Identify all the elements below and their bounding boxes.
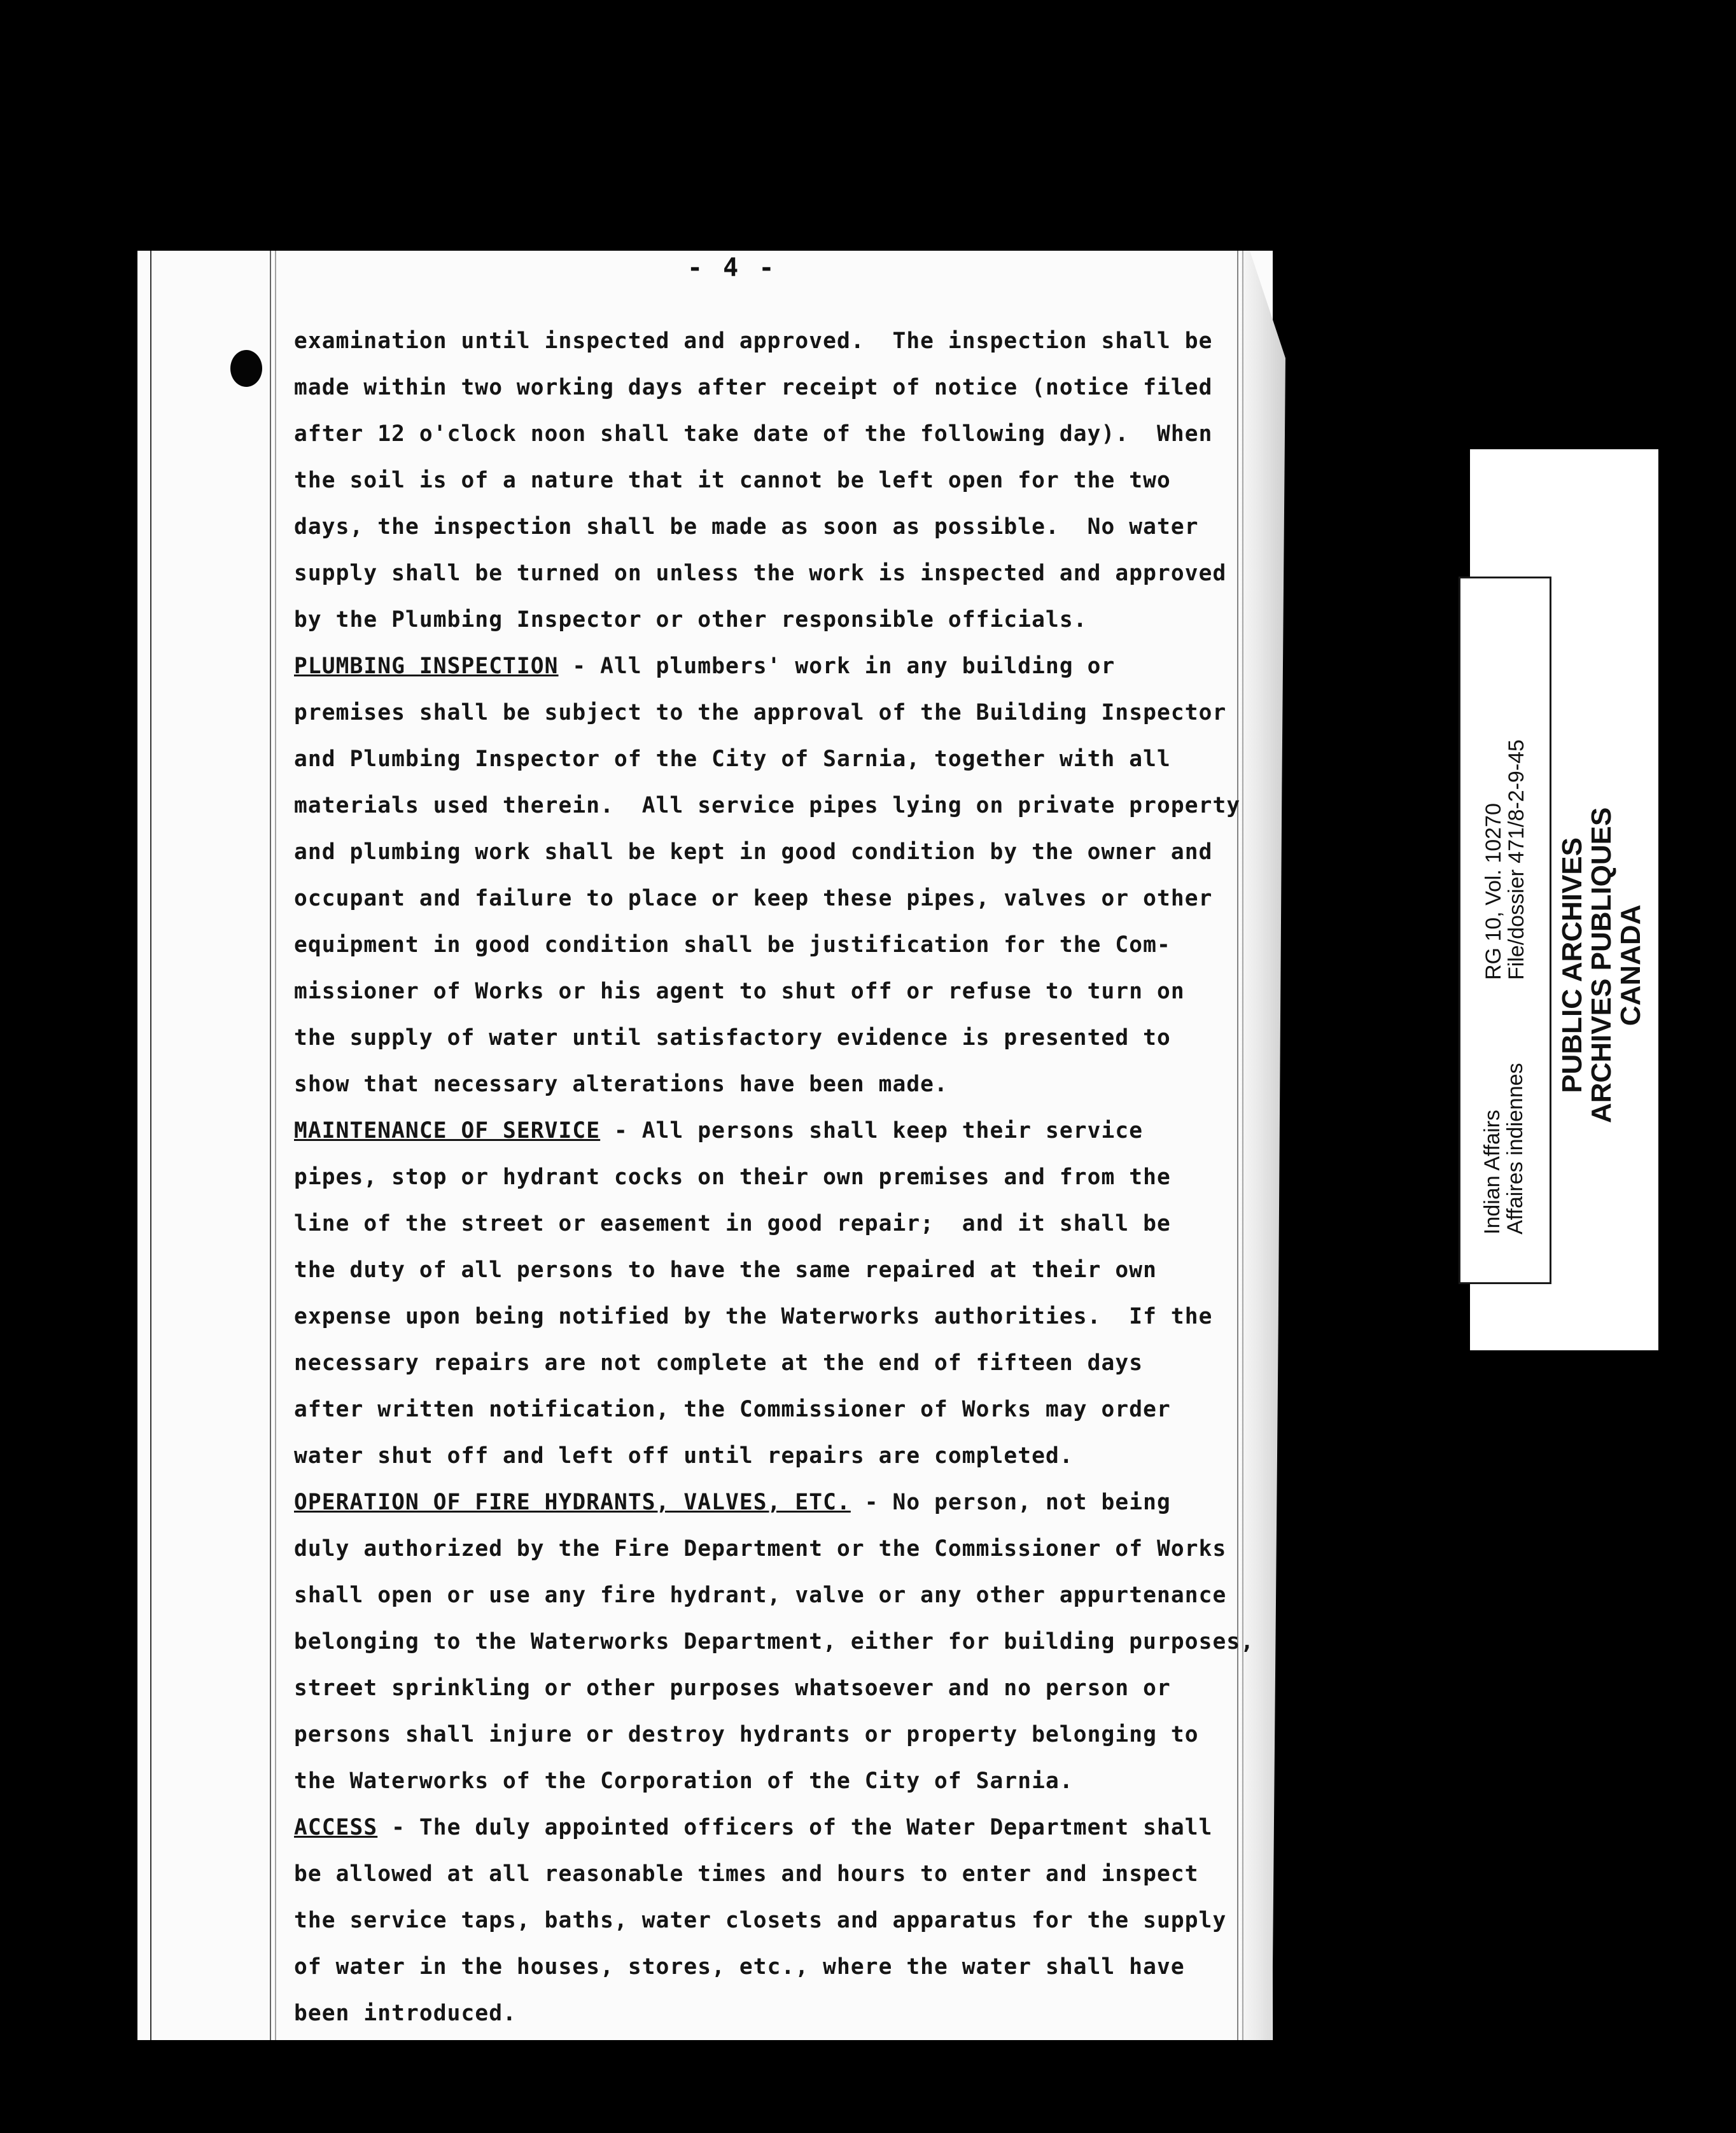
text-line — [294, 1154, 1274, 1201]
text-line — [294, 1526, 1274, 1572]
line-text: materials used therein. All service pipes lying on private property — [294, 793, 1241, 818]
line-text: after 12 o'clock noon shall take date of the following day). When — [294, 421, 1213, 447]
text-line — [294, 829, 1274, 876]
line-text: by the Plumbing Inspector or other responsible officials. — [294, 607, 1088, 633]
text-line — [294, 783, 1274, 829]
reference-file: File/dossier 471/8-2-9-45 — [1504, 739, 1529, 980]
text-line — [294, 318, 1274, 365]
department-en: Indian Affairs — [1480, 1110, 1504, 1234]
text-line — [294, 1805, 1274, 1851]
text-line — [294, 1340, 1274, 1387]
line-text: and plumbing work shall be kept in good condition by the owner and — [294, 839, 1213, 865]
text-line — [294, 1619, 1274, 1665]
archive-country: CANADA — [1615, 904, 1647, 1026]
text-line — [294, 690, 1274, 736]
text-line — [294, 1108, 1274, 1154]
text-line — [294, 876, 1274, 922]
text-line — [294, 1247, 1274, 1294]
archive-label-department — [1481, 1063, 1527, 1234]
text-line — [294, 411, 1274, 458]
margin-rule — [270, 251, 271, 2040]
text-line — [294, 1015, 1274, 1061]
punch-hole — [230, 350, 262, 387]
text-line — [294, 643, 1274, 690]
line-text: premises shall be subject to the approval of the Building Inspector — [294, 700, 1227, 725]
line-text: line of the street or easement in good repair; and it shall be — [294, 1211, 1171, 1236]
line-text: belonging to the Waterworks Department, either for building purposes, — [294, 1629, 1255, 1654]
text-line — [294, 1201, 1274, 1247]
line-text: equipment in good condition shall be justification for the Com- — [294, 932, 1171, 958]
text-line — [294, 1990, 1274, 2037]
archive-name-en: PUBLIC ARCHIVES — [1557, 837, 1588, 1093]
page-number: - 4 - — [687, 253, 777, 283]
line-text: persons shall injure or destroy hydrants or property belonging to — [294, 1722, 1199, 1747]
section-heading: MAINTENANCE OF SERVICE — [294, 1118, 601, 1143]
text-line — [294, 504, 1274, 550]
text-line — [294, 736, 1274, 783]
line-text: - No person, not being — [850, 1490, 1171, 1515]
text-line — [294, 365, 1274, 411]
line-text: - The duly appointed officers of the Water Department shall — [377, 1815, 1213, 1840]
line-text: the soil is of a nature that it cannot be left open for the two — [294, 468, 1171, 493]
line-text: of water in the houses, stores, etc., where the water shall have — [294, 1954, 1185, 1980]
line-text: after written notification, the Commissioner of Works may order — [294, 1397, 1171, 1422]
section-heading: OPERATION OF FIRE HYDRANTS, VALVES, ETC. — [294, 1490, 851, 1515]
text-line — [294, 1061, 1274, 1108]
archive-label-reference — [1483, 739, 1528, 980]
line-text: - All persons shall keep their service — [600, 1118, 1144, 1143]
line-text: necessary repairs are not complete at the end of fifteen days — [294, 1350, 1144, 1376]
line-text: supply shall be turned on unless the work is inspected and approved — [294, 561, 1227, 586]
line-text: days, the inspection shall be made as soon as possible. No water — [294, 514, 1199, 540]
line-text: duly authorized by the Fire Department or the Commissioner of Works — [294, 1536, 1227, 1562]
line-text: expense upon being notified by the Waterworks authorities. If the — [294, 1304, 1213, 1329]
text-line — [294, 1851, 1274, 1898]
line-text: missioner of Works or his agent to shut off or refuse to turn on — [294, 979, 1185, 1004]
line-text: the service taps, baths, water closets and apparatus for the supply — [294, 1908, 1227, 1933]
text-line — [294, 1387, 1274, 1433]
margin-rule — [275, 251, 276, 2040]
text-line — [294, 458, 1274, 504]
text-line — [294, 597, 1274, 643]
text-line — [294, 1294, 1274, 1340]
line-text: pipes, stop or hydrant cocks on their own premises and from the — [294, 1164, 1171, 1190]
text-line — [294, 1665, 1274, 1712]
text-line — [294, 922, 1274, 969]
text-line — [294, 550, 1274, 597]
section-heading: PLUMBING INSPECTION — [294, 654, 559, 679]
line-text: street sprinkling or other purposes whatsoever and no person or — [294, 1675, 1171, 1701]
line-text: be allowed at all reasonable times and hours to enter and inspect — [294, 1861, 1199, 1887]
line-text: made within two working days after receipt of notice (notice filed — [294, 375, 1213, 400]
text-line — [294, 1944, 1274, 1990]
line-text: the Waterworks of the Corporation of the City of Sarnia. — [294, 1768, 1074, 1794]
line-text: examination until inspected and approved. The inspection shall be — [294, 328, 1213, 354]
section-heading: ACCESS — [294, 1815, 378, 1840]
line-text: been introduced. — [294, 2001, 517, 2026]
archive-label-institution — [1558, 808, 1646, 1123]
text-line — [294, 1479, 1274, 1526]
text-line — [294, 1898, 1274, 1944]
archive-name-fr: ARCHIVES PUBLIQUES — [1586, 807, 1618, 1123]
line-text: shall open or use any fire hydrant, valve or any other appurtenance — [294, 1583, 1227, 1608]
reference-volume: RG 10, Vol. 10270 — [1481, 803, 1506, 980]
text-line — [294, 1572, 1274, 1619]
line-text: the supply of water until satisfactory evidence is presented to — [294, 1025, 1171, 1051]
line-text: - All plumbers' work in any building or — [558, 654, 1116, 679]
line-text: and Plumbing Inspector of the City of Sarnia, together with all — [294, 746, 1171, 772]
line-text: occupant and failure to place or keep these pipes, valves or other — [294, 886, 1213, 911]
department-fr: Affaires indiennes — [1502, 1063, 1527, 1234]
document-body — [294, 318, 1274, 2037]
line-text: the duty of all persons to have the same repaired at their own — [294, 1257, 1157, 1283]
line-text: water shut off and left off until repairs are completed. — [294, 1443, 1074, 1469]
text-line — [294, 1433, 1274, 1479]
text-line — [294, 1758, 1274, 1805]
text-line — [294, 1712, 1274, 1758]
margin-rule — [150, 251, 151, 2040]
line-text: show that necessary alterations have been made. — [294, 1072, 948, 1097]
text-line — [294, 969, 1274, 1015]
